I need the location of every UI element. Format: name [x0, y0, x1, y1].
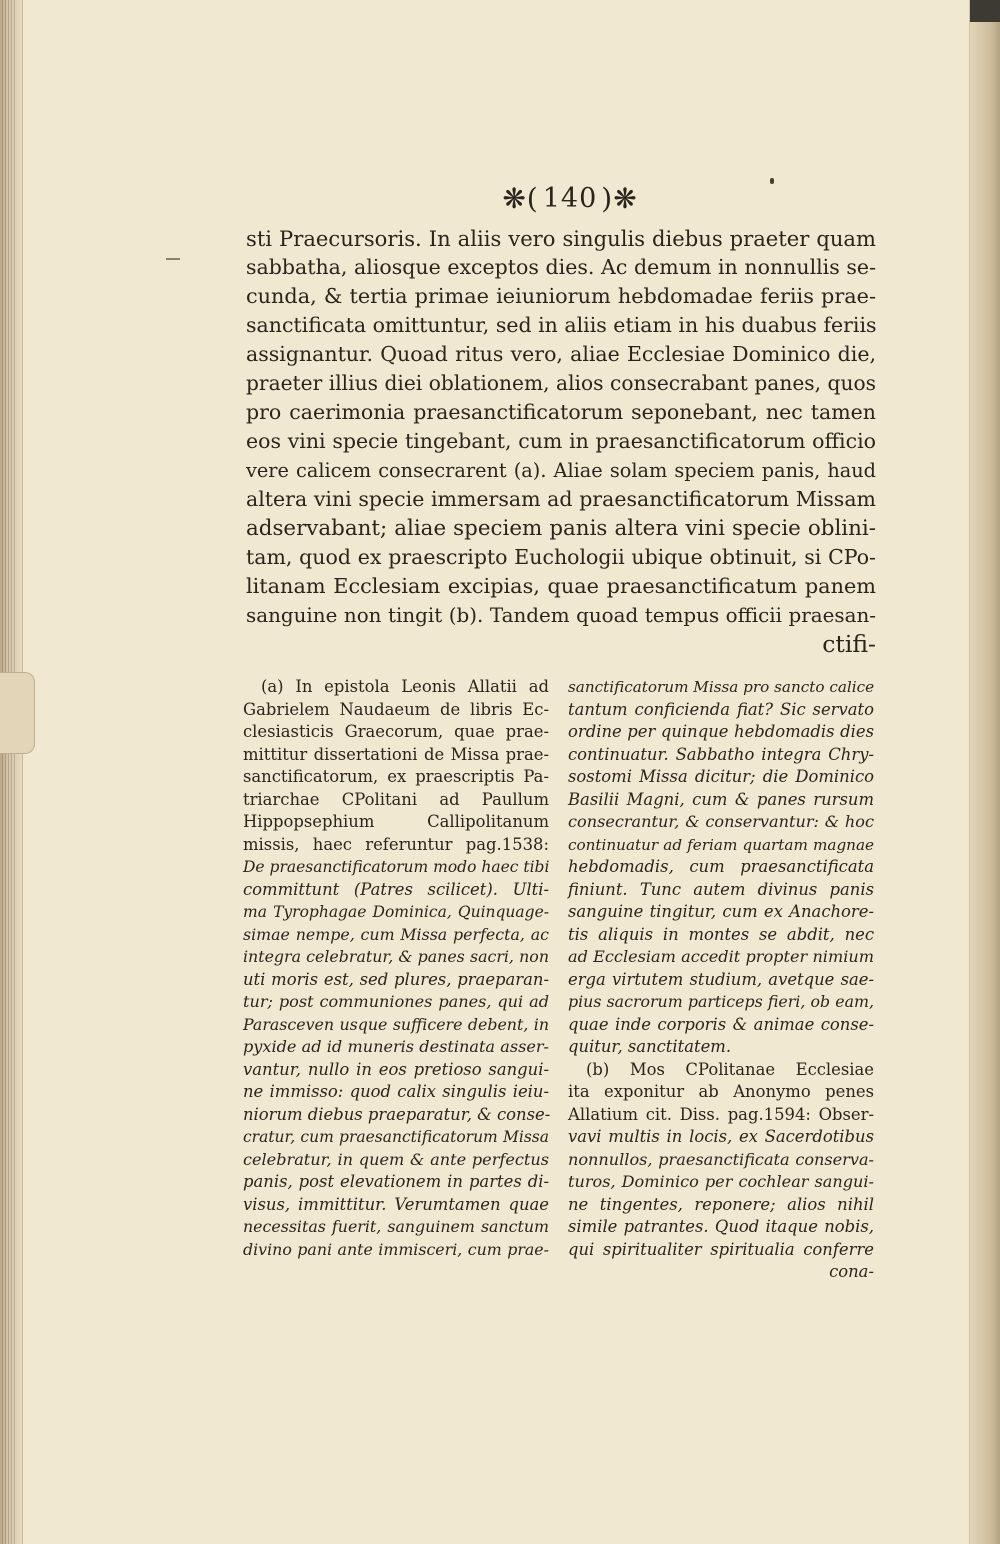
footnotes-left-column: [243, 676, 549, 1261]
footnote-line: continuatur. Sabbatho integra Chry-: [568, 744, 874, 764]
footnote-line: Hippopsephium Callipolitanum: [243, 812, 549, 831]
footnote-line: simile patrantes. Quod itaque nobis,: [568, 1217, 874, 1236]
footnote-line: mittitur dissertationi de Missa prae-: [243, 744, 549, 764]
footnote-line: sostomi Missa dicitur; die Dominico: [568, 767, 874, 786]
gutter-page-edges: [2, 0, 16, 1544]
footnote-line: vantur, nullo in eos pretioso sangui-: [243, 1059, 549, 1079]
text-line: litanam Ecclesiam excipias, quae praesanctificatum panem: [246, 574, 876, 598]
footnote-line: qui spiritualiter spiritualia conferre: [568, 1239, 874, 1259]
footnote-line: ordine per quinque hebdomadis dies: [568, 722, 874, 741]
page-clip: [0, 672, 35, 754]
footnote-line: turos, Dominico per cochlear sangui-: [568, 1172, 874, 1191]
text-line: sanctificata omittuntur, sed in aliis etiam in his duabus feriis: [246, 313, 877, 337]
footnote-line: missis, haec referuntur pag.1538:: [243, 834, 549, 854]
footnote-line: sanguine tingitur, cum ex Anachore-: [568, 902, 874, 921]
footnote-line: integra celebratur, & panes sacri, non: [243, 947, 549, 966]
text-line: praeter illius diei oblationem, alios consecrabant panes, quos: [246, 371, 876, 395]
footnote-line: niorum diebus praeparatur, & conse-: [243, 1104, 551, 1124]
main-text: [246, 224, 876, 659]
footnote-line: finiunt. Tunc autem divinus panis: [568, 879, 874, 899]
footnote-line: clesiasticis Graecorum, quae prae-: [243, 722, 549, 741]
text-line: vere calicem consecrarent (a). Aliae solam speciem panis, haud: [246, 459, 876, 482]
footnote-line: triarchae CPolitani ad Paullum: [243, 789, 549, 809]
footnote-line: uti moris est, sed plures, praeparan-: [243, 969, 549, 989]
page-right-edge: [969, 0, 1000, 1544]
footnote-line: ne tingentes, reponere; alios nihil: [568, 1194, 874, 1214]
page-number: 140: [542, 182, 598, 214]
footnote-line: celebratur, in quem & ante perfectus: [243, 1149, 549, 1169]
footnote-line: cratur, cum praesanctificatorum Missa: [243, 1128, 549, 1146]
footnote-line: tantum conficienda fiat? Sic servato: [568, 699, 874, 719]
text-line: assignantur. Quoad ritus vero, aliae Ecclesiae Dominico die,: [246, 342, 876, 366]
text-line: altera vini specie immersam ad praesanctificatorum Missam: [246, 487, 876, 511]
footnote-line: consecrantur, & conservantur: & hoc: [568, 812, 874, 831]
text-line: eos vini specie tingebant, cum in praesanctificatorum officio: [246, 429, 876, 453]
footnote-line: simae nempe, cum Missa perfecta, ac: [243, 924, 549, 944]
footnote-line: continuatur ad feriam quartam magnae: [568, 835, 874, 854]
footnote-line: Allatium cit. Diss. pag.1594: Obser-: [568, 1104, 874, 1124]
ornament-right-icon: )❋: [601, 181, 638, 215]
footnote-line: De praesanctificatorum modo haec tibi: [243, 858, 550, 876]
catchword: cona-: [829, 1262, 874, 1281]
catchword: ctifi-: [822, 630, 876, 658]
footnote-line: Parasceven usque sufficere debent, in: [243, 1014, 549, 1034]
footnote-line: nonnullos, praesanctificata conserva-: [568, 1149, 874, 1169]
footnote-line: tis aliquis in montes se abdit, nec: [568, 924, 874, 944]
footnote-line: quae inde corporis & animae conse-: [568, 1014, 874, 1034]
footnote-line: ne immisso: quod calix singulis ieiu-: [243, 1082, 549, 1101]
footnote-line: necessitas fuerit, sanguinem sanctum: [243, 1217, 549, 1236]
footnote-line: ad Ecclesiam accedit propter nimium: [568, 947, 874, 966]
footnote-line: pyxide ad id muneris destinata asser-: [243, 1037, 549, 1056]
footnote-line: erga virtutem studium, avetque sae-: [568, 969, 874, 989]
text-line: sabbatha, aliosque exceptos dies. Ac demum in nonnullis se-: [246, 255, 876, 279]
footnote-line: divino pani ante immisceri, cum prae-: [243, 1239, 549, 1259]
text-line: sanguine non tingit (b). Tandem quoad tempus officii praesan-: [246, 604, 876, 627]
footnote-line: hebdomadis, cum praesanctificata: [568, 857, 874, 876]
footnote-line: pius sacrorum particeps fieri, ob eam,: [568, 992, 874, 1011]
footnote-line: Gabrielem Naudaeum de libris Ec-: [243, 699, 549, 719]
ink-spot: [770, 178, 774, 184]
footnote-line: vavi multis in locis, ex Sacerdotibus: [568, 1127, 874, 1146]
footnotes-right-column: [568, 676, 874, 1284]
text-line: pro caerimonia praesanctificatorum seponebant, nec tamen: [246, 400, 876, 424]
page-header: [480, 178, 660, 218]
footnote-line: tur; post communiones panes, qui ad: [243, 992, 549, 1011]
corner-tab: [970, 0, 1000, 22]
footnote-line: quitur, sanctitatem.: [568, 1037, 732, 1056]
text-line: adservabant; aliae speciem panis altera vini specie oblini-: [246, 516, 876, 541]
footnote-line: visus, immittitur. Verumtamen quae: [243, 1194, 549, 1214]
text-line: cunda, & tertia primae ieiuniorum hebdomadae feriis prae-: [246, 284, 876, 308]
footnote-line: ma Tyrophagae Dominica, Quinquage-: [243, 903, 549, 921]
footnote-line: ita exponitur ab Anonymo penes: [568, 1082, 874, 1101]
margin-mark: [166, 258, 180, 260]
footnote-line: (a) In epistola Leonis Allatii ad: [261, 677, 549, 696]
book-gutter: [0, 0, 23, 1544]
footnote-line: (b) Mos CPolitanae Ecclesiae: [586, 1059, 874, 1079]
footnote-line: sanctificatorum Missa pro sancto calice: [568, 678, 875, 696]
footnote-line: sanctificatorum, ex praescriptis Pa-: [243, 767, 549, 786]
footnote-line: Basilii Magni, cum & panes rursum: [568, 789, 874, 809]
text-line: sti Praecursoris. In aliis vero singulis diebus praeter quam: [246, 226, 876, 251]
footnote-line: panis, post elevationem in partes di-: [243, 1172, 549, 1191]
text-line: tam, quod ex praescripto Euchologii ubique obtinuit, si CPo-: [246, 545, 876, 569]
footnote-line: committunt (Patres scilicet). Ulti-: [243, 879, 549, 899]
ornament-left-icon: ❋(: [502, 181, 539, 215]
